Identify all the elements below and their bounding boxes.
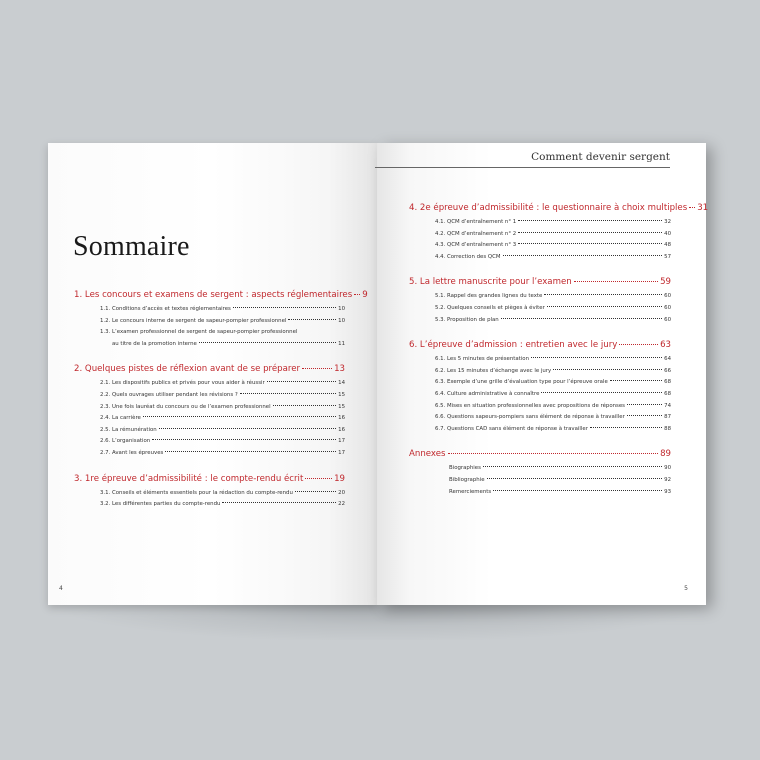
book-shadow [60, 600, 700, 640]
toc-entry[interactable]: 5.2. Quelques conseils et pièges à éviter 60 [435, 304, 671, 311]
page-number: 5 [684, 585, 688, 592]
toc-entry[interactable]: 4.1. QCM d’entraînement n° 1 32 [435, 219, 671, 225]
right-page [377, 143, 709, 605]
header-divider [375, 167, 670, 168]
toc-entry[interactable]: 6.6. Questions sapeurs-pompiers sans élément de réponse à travailler 87 [435, 414, 671, 421]
toc-chapter-4 [409, 201, 709, 263]
toc-entry[interactable]: 1.1. Conditions d’accès et textes réglementaires 10 [100, 306, 345, 312]
toc-entry[interactable]: Bibliographie 92 [449, 476, 671, 483]
toc-entry[interactable]: 4.3. QCM d’entraînement n° 3 48 [435, 242, 671, 249]
toc-entry[interactable]: 2.7. Avant les épreuves 17 [100, 449, 345, 456]
toc-chapter-6 [409, 338, 671, 435]
toc-entry[interactable]: 2.2. Quels ouvrages utiliser pendant les révisions ? 15 [100, 391, 345, 398]
toc-chapter-heading[interactable]: 6. L’épreuve d’admission : entretien avec le jury 63 [409, 340, 671, 351]
running-head: Comment devenir sergent [531, 151, 670, 163]
toc-entry[interactable]: 6.3. Exemple d’une grille d’évaluation type pour l’épreuve orale 68 [435, 379, 671, 386]
toc-entry[interactable]: 6.7. Questions CAD sans élément de réponse à travailler 88 [435, 425, 671, 432]
toc-entry[interactable]: 3.1. Conseils et éléments essentiels pour la rédaction du compte-rendu 20 [100, 489, 345, 496]
table-of-contents-left [74, 288, 368, 523]
toc-annexes [409, 447, 671, 498]
toc-entry[interactable]: 3.2. Les différentes parties du compte-rendu 22 [100, 501, 345, 508]
toc-entry[interactable]: 2.3. Une fois lauréat du concours ou de l’examen professionnel 15 [100, 403, 345, 410]
toc-entry[interactable]: 2.6. L’organisation 17 [100, 438, 345, 445]
toc-entry[interactable]: 5.3. Proposition de plan 60 [435, 316, 671, 323]
toc-chapter-2 [74, 362, 345, 459]
toc-chapter-heading[interactable]: 4. 2e épreuve d’admissibilité : le questionnaire à choix multiples 31 [409, 203, 709, 213]
toc-entry[interactable]: Biographies 90 [449, 465, 671, 472]
toc-entry[interactable]: 2.4. La carrière 16 [100, 415, 345, 422]
toc-chapter-5 [409, 275, 671, 326]
toc-chapter-heading[interactable]: Annexes 89 [409, 449, 671, 460]
left-page [48, 143, 377, 605]
toc-chapter-1 [74, 288, 368, 350]
toc-entry[interactable]: 6.5. Mises en situation professionnelles avec propositions de réponses 74 [435, 402, 671, 409]
toc-entry[interactable]: 1.2. Le concours interne de sergent de sapeur-pompier professionnel 10 [100, 317, 345, 324]
toc-entry-continuation[interactable]: au titre de la promotion interne 11 [112, 340, 345, 347]
page-number: 4 [59, 585, 63, 592]
toc-entry[interactable]: 4.4. Correction des QCM 57 [435, 253, 671, 260]
toc-chapter-heading[interactable]: 3. 1re épreuve d’admissibilité : le compte-rendu écrit 19 [74, 473, 345, 484]
toc-entry[interactable]: 6.4. Culture administrative à connaître 68 [435, 390, 671, 397]
toc-entry[interactable]: 4.2. QCM d’entraînement n° 2 40 [435, 230, 671, 237]
toc-entry[interactable]: 5.1. Rappel des grandes lignes du texte 60 [435, 293, 671, 300]
page-title: Sommaire [73, 231, 190, 262]
toc-chapter-3 [74, 472, 345, 511]
toc-chapter-heading[interactable]: 2. Quelques pistes de réflexion avant de se préparer 13 [74, 364, 345, 375]
toc-chapter-heading[interactable]: 5. La lettre manuscrite pour l’examen 59 [409, 277, 671, 288]
toc-entry[interactable]: 2.5. La rémunération 16 [100, 426, 345, 433]
table-of-contents-right [409, 201, 709, 510]
toc-entry[interactable]: 2.1. Les dispositifs publics et privés pour vous aider à réussir 14 [100, 380, 345, 387]
toc-entry[interactable]: 6.2. Les 15 minutes d’échange avec le jury 66 [435, 367, 671, 374]
toc-entry[interactable]: Remerciements 93 [449, 488, 671, 495]
toc-entry[interactable]: 6.1. Les 5 minutes de présentation 64 [435, 356, 671, 363]
toc-chapter-heading[interactable]: 1. Les concours et examens de sergent : aspects réglementaires 9 [74, 290, 368, 300]
toc-entry[interactable]: 1.3. L’examen professionnel de sergent de sapeur-pompier professionnel [100, 329, 298, 336]
